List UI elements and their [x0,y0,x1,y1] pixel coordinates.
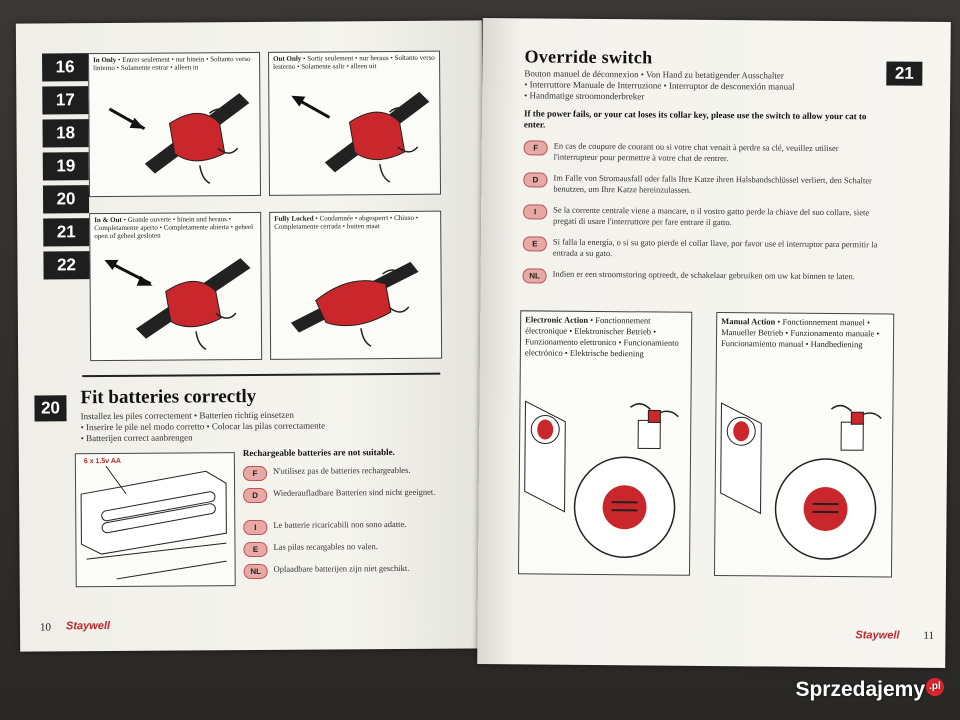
cat-flap-illustration [270,212,441,359]
panel-title: In & Out [94,215,122,225]
subtitle-line: • Inserire le pile nel modo corretto • Colocar las pilas correctamente [80,420,326,433]
panel-caption: • Entrer seulement • nur hinein • Soltanto verso linterno • Solamente entrar • alleen in [93,54,251,73]
panel-fully-locked [269,211,442,360]
warning-row [243,541,443,557]
section-tab: 20 [43,185,89,213]
section-tab: 16 [42,53,88,81]
language-badge: D [243,488,267,503]
panel-title: Manual Action [721,316,776,327]
language-badge: E [523,236,547,251]
cat-flap-illustration [89,53,260,196]
warning-row [244,563,449,579]
language-badge: E [243,542,267,557]
warning-text: Oplaadbare batterijen zijn niet geschikt. [273,562,410,574]
page-number: 10 [39,621,52,634]
subtitle-line: • Interruttore Manuale de Interruzione • Interruptor de desconexión manual [524,79,795,92]
section-tab: 17 [42,86,88,114]
subtitle-line: • Batterijen correct aanbrengen [80,432,193,444]
battery-label: 6 x 1.5v AA [83,457,122,466]
section-number: 21 [886,61,922,85]
language-badge: D [523,172,547,187]
subtitle-line: • Handmatige stroomonderbreker [524,90,645,102]
panel-title: Out Only [273,54,302,63]
language-badge: I [523,204,547,219]
cat-flap-illustration [269,52,440,195]
section-tab: 18 [42,119,88,147]
panel-out-only [268,51,441,196]
language-text: Se la corrente centrale viene a mancare, o il vostro gatto perde la chiave del suo collare, siete pregati di usare l'interruttore per fare entrare il gatto. [553,204,870,228]
battery-illustration [75,452,236,587]
brand-logo: Staywell [65,619,111,633]
language-text: Im Falle von Stromausfall oder falls Ihre Katze ihren Halsbandschlüssel verliert, den Schalter benutzen, um Ihre Katze hereinzulassen. [553,172,872,195]
panel-caption: • Fonctionnement électronique • Elektronischer Betrieb • Funzionamento elettronico • Funcionamiento electrónico • Elektrische bediening [524,314,679,359]
panel-title: Electronic Action [525,314,589,325]
warning-row [243,465,443,481]
switch-diagram [715,313,893,577]
language-badge: F [524,140,548,155]
site-watermark [795,678,944,702]
section-tab: 21 [43,218,89,246]
language-row [523,268,883,286]
switch-diagram [519,311,691,574]
watermark-tld: .pl [926,678,944,696]
language-badge: NL [523,268,547,283]
language-row [523,204,883,229]
section-tab: 22 [43,251,89,279]
divider [82,373,440,377]
intro-text: If the power fails, or your cat loses its collar key, please use the switch to allow your cat to enter. [523,108,867,130]
section-title: Override switch [524,46,653,68]
language-row [523,236,883,261]
booklet-right-page [477,18,951,668]
panel-in-and-out [89,212,262,361]
language-text: En cas de coupure de courant ou si votre chat venait à perdre sa clé, veuillez utiliser l'interrupteur pour permettre à votre chat de rentrer. [553,140,839,164]
section-subtitle [524,68,864,104]
language-row [523,172,883,197]
booklet-left-page [16,20,486,651]
language-text: Indien er een stroomstoring optreedt, de schakelaar gebruiken om uw kat binnen te laten. [552,268,855,282]
brand-logo: Staywell [855,629,900,642]
panel-in-only [88,52,261,197]
panel-title: Fully Locked [274,214,314,223]
language-badge: I [243,520,267,535]
panel-title: In Only [93,55,117,65]
panel-manual-action [714,312,894,578]
section-title: Fit batteries correctly [80,385,257,409]
warning-title: Rechargeable batteries are not suitable. [242,446,395,459]
language-row [524,140,884,165]
panel-caption: • Sortir seulement • nur heraus • Soltanto verso lesterno • Solamente salir • alleen uit [273,53,435,71]
warning-row [243,487,443,503]
section-tab: 19 [43,152,89,180]
language-badge: NL [244,564,268,579]
panel-caption: • Condamnée • abgesperrt • Chiuso • Completamente cerrada • buiten maat [274,213,419,231]
watermark-text: Sprzedajemy [795,678,925,701]
panel-electronic-action [518,310,692,575]
section-number: 20 [34,395,66,421]
subtitle-line: Bouton manuel de déconnexion • Von Hand zu betatigender Ausschalter [524,68,784,81]
battery-compartment-drawing [76,453,235,586]
warning-text: Le batterie ricaricabili non sono adatte. [273,518,407,530]
warning-text: N'utilisez pas de batteries rechargeables. [272,464,411,476]
cat-flap-illustration [90,213,261,360]
section-subtitle [81,409,421,444]
panel-caption: • Fonctionnement manuel • Manueller Betrieb • Funzionamento manuale • Funcionamiento manual • Handbediening [720,316,880,350]
subtitle-line: Installez les piles correctement • Batterien richtig einsetzen [80,409,294,422]
language-badge: F [243,466,267,481]
warning-row [243,519,443,535]
warning-text: Las pilas recargables no valen. [273,541,378,552]
language-text: Si falla la energía, o si su gato pierde el collar llave, por favor use el interruptor para permitir la entrada a su gato. [552,236,878,259]
panel-caption: • Grande ouverte • hinein und heraus • Completamente aperto • Completamente abierta • geheel open of geheel gesloten [94,215,254,241]
warning-text: Wiederaufladbare Batterien sind nicht geeignet. [273,486,436,498]
page-number: 11 [923,629,935,642]
